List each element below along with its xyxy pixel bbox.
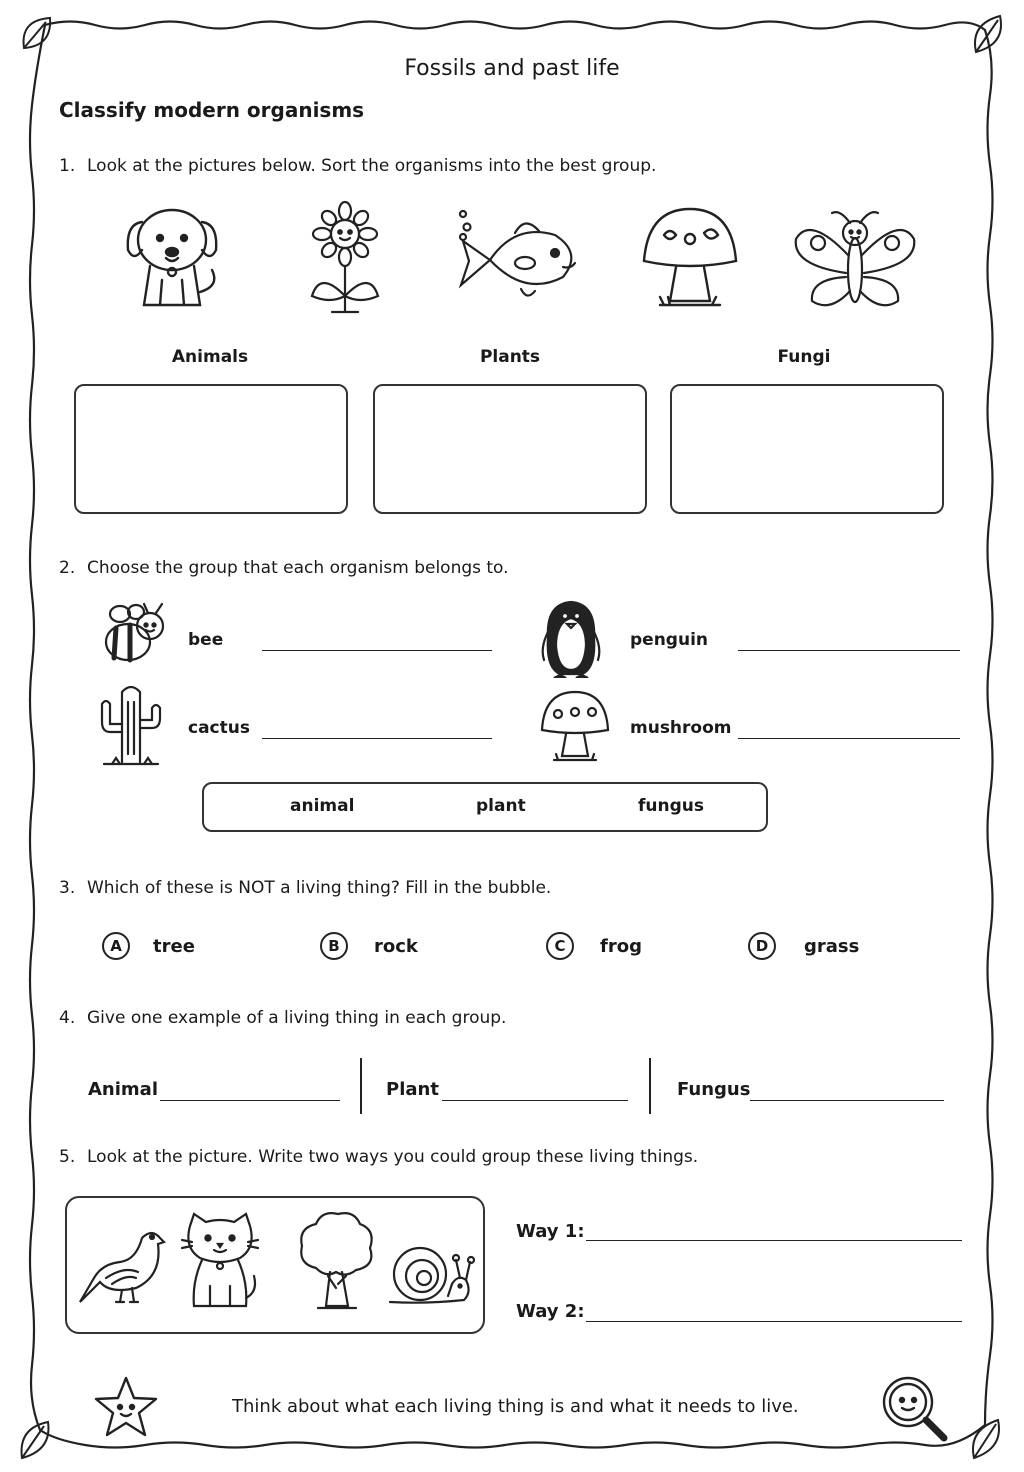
- question-5: [59, 1147, 698, 1167]
- worksheet-title: Fossils and past life: [404, 56, 620, 81]
- option-label-frog: frog: [600, 936, 642, 957]
- question-text: Give one example of a living thing in each group.: [87, 1008, 507, 1028]
- section-heading: Classify modern organisms: [59, 98, 365, 122]
- bubble-a[interactable]: A: [102, 932, 130, 960]
- organism-label-cactus: cactus: [188, 718, 250, 738]
- mushroom-icon: [540, 690, 610, 766]
- dog-icon: [120, 200, 225, 318]
- penguin-icon: [540, 598, 602, 678]
- group-label-plants: Plants: [479, 347, 541, 367]
- way-2-label: Way 2:: [516, 1301, 585, 1322]
- answer-line-way-2[interactable]: [586, 1321, 962, 1322]
- sort-box-fungi[interactable]: [670, 384, 944, 514]
- option-label-tree: tree: [153, 936, 195, 957]
- answer-line-plant[interactable]: [442, 1100, 628, 1101]
- answer-line-mushroom[interactable]: [738, 738, 960, 739]
- question-2: [59, 558, 509, 578]
- sort-box-plants[interactable]: [373, 384, 647, 514]
- word-bank-plant: plant: [476, 796, 526, 816]
- option-label-grass: grass: [804, 936, 860, 957]
- option-label-rock: rock: [374, 936, 418, 957]
- question-text: Look at the pictures below. Sort the organisms into the best group.: [87, 156, 657, 176]
- leaf-icon: [24, 18, 51, 48]
- way-1-label: Way 1:: [516, 1221, 585, 1242]
- question-number: 1.: [59, 156, 76, 176]
- organism-label-bee: bee: [188, 630, 224, 650]
- leaf-icon: [975, 16, 1001, 52]
- magnifying-glass-icon: [880, 1374, 952, 1444]
- question-3: [59, 878, 551, 898]
- field-label-animal: Animal: [88, 1079, 158, 1100]
- question-4: [59, 1008, 506, 1028]
- organism-label-mushroom: mushroom: [630, 718, 732, 738]
- leaf-icon: [22, 1422, 49, 1458]
- mushroom-icon: [640, 205, 740, 313]
- answer-line-cactus[interactable]: [262, 738, 492, 739]
- answer-line-animal[interactable]: [160, 1100, 340, 1101]
- word-bank: [202, 782, 768, 832]
- bird-icon: [76, 1222, 166, 1308]
- group-label-animals: Animals: [171, 347, 249, 367]
- word-bank-animal: animal: [290, 796, 355, 816]
- cactus-icon: [98, 682, 164, 768]
- bee-icon: [98, 600, 170, 668]
- bubble-c[interactable]: C: [546, 932, 574, 960]
- organism-label-penguin: penguin: [630, 630, 709, 650]
- question-number: 5.: [59, 1147, 76, 1167]
- group-label-fungi: Fungi: [777, 347, 831, 367]
- divider: [360, 1058, 362, 1114]
- answer-line-bee[interactable]: [262, 650, 492, 651]
- sunflower-icon: [300, 200, 390, 318]
- sort-box-animals[interactable]: [74, 384, 348, 514]
- bubble-d[interactable]: D: [748, 932, 776, 960]
- snail-icon: [386, 1240, 476, 1310]
- leaf-icon: [973, 1420, 999, 1458]
- footer-tip: Think about what each living thing is and what it needs to live.: [232, 1396, 799, 1417]
- divider: [649, 1058, 651, 1114]
- question-text: Which of these is NOT a living thing? Fill in the bubble.: [87, 878, 552, 898]
- field-label-plant: Plant: [386, 1079, 439, 1100]
- question-number: 3.: [59, 878, 76, 898]
- question-text: Choose the group that each organism belongs to.: [87, 558, 509, 578]
- question-text: Look at the picture. Write two ways you could group these living things.: [87, 1147, 699, 1167]
- star-icon: [92, 1374, 160, 1440]
- fish-icon: [455, 205, 585, 305]
- answer-line-fungus[interactable]: [750, 1100, 944, 1101]
- answer-line-penguin[interactable]: [738, 650, 960, 651]
- cat-icon: [180, 1212, 260, 1312]
- question-number: 4.: [59, 1008, 76, 1028]
- word-bank-fungus: fungus: [638, 796, 704, 816]
- field-label-fungus: Fungus: [677, 1079, 751, 1100]
- answer-line-way-1[interactable]: [586, 1240, 962, 1241]
- bubble-b[interactable]: B: [320, 932, 348, 960]
- question-number: 2.: [59, 558, 76, 578]
- butterfly-icon: [790, 205, 920, 315]
- question-1: [59, 156, 656, 176]
- tree-icon: [296, 1210, 376, 1310]
